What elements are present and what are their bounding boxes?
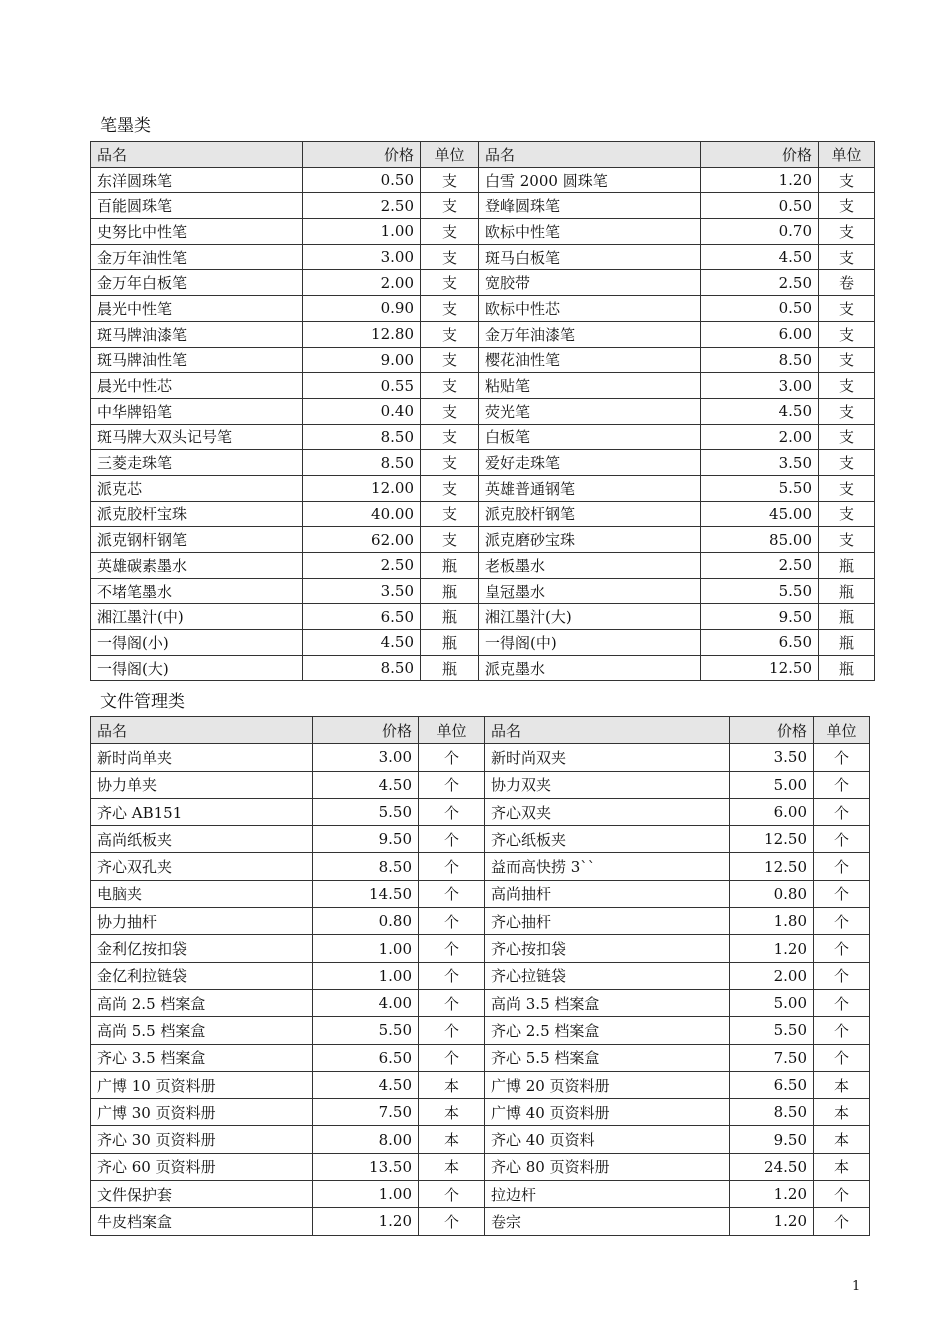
item-price: 7.50 xyxy=(730,1044,814,1071)
item-name: 广博 30 页资料册 xyxy=(91,1099,313,1126)
table-row xyxy=(91,771,870,798)
item-unit: 瓶 xyxy=(421,604,479,630)
item-name: 新时尚双夹 xyxy=(485,744,730,771)
item-name: 东洋圆珠笔 xyxy=(91,167,303,193)
item-unit: 瓶 xyxy=(421,655,479,681)
item-name: 派克芯 xyxy=(91,475,303,501)
item-unit: 个 xyxy=(814,798,870,825)
item-unit: 瓶 xyxy=(421,578,479,604)
item-price: 7.50 xyxy=(313,1099,419,1126)
item-name: 斑马白板笔 xyxy=(479,244,701,270)
item-unit: 支 xyxy=(819,450,875,476)
item-name: 樱花油性笔 xyxy=(479,347,701,373)
item-price: 4.50 xyxy=(303,630,421,656)
item-unit: 个 xyxy=(419,1181,485,1208)
item-name: 牛皮档案盒 xyxy=(91,1208,313,1235)
item-price: 1.20 xyxy=(313,1208,419,1235)
item-name: 广博 20 页资料册 xyxy=(485,1071,730,1098)
item-unit: 支 xyxy=(421,501,479,527)
item-price: 1.00 xyxy=(313,962,419,989)
table-row xyxy=(91,604,875,630)
table-row xyxy=(91,908,870,935)
table-row xyxy=(91,655,875,681)
item-price: 1.00 xyxy=(303,219,421,245)
item-unit: 个 xyxy=(419,1208,485,1235)
table-row xyxy=(91,424,875,450)
item-unit: 个 xyxy=(814,935,870,962)
item-unit: 支 xyxy=(421,475,479,501)
table-row xyxy=(91,880,870,907)
item-name: 齐心按扣袋 xyxy=(485,935,730,962)
item-price: 8.50 xyxy=(303,655,421,681)
item-price: 62.00 xyxy=(303,527,421,553)
item-price: 2.00 xyxy=(701,424,819,450)
header-unit: 单位 xyxy=(421,142,479,168)
item-unit: 瓶 xyxy=(421,630,479,656)
item-unit: 支 xyxy=(421,424,479,450)
item-price: 5.50 xyxy=(730,1017,814,1044)
table-row xyxy=(91,1181,870,1208)
item-unit: 支 xyxy=(421,167,479,193)
item-name: 斑马牌油性笔 xyxy=(91,347,303,373)
item-unit: 个 xyxy=(419,771,485,798)
item-name: 金万年油性笔 xyxy=(91,244,303,270)
header-price: 价格 xyxy=(313,717,419,744)
item-price: 3.50 xyxy=(701,450,819,476)
header-price: 价格 xyxy=(303,142,421,168)
item-price: 4.50 xyxy=(313,771,419,798)
item-name: 金万年白板笔 xyxy=(91,270,303,296)
table-row xyxy=(91,450,875,476)
item-name: 宽胶带 xyxy=(479,270,701,296)
item-name: 一得阁(小) xyxy=(91,630,303,656)
item-name: 湘江墨汁(大) xyxy=(479,604,701,630)
item-unit: 个 xyxy=(814,880,870,907)
item-price: 2.00 xyxy=(303,270,421,296)
item-name: 高尚抽杆 xyxy=(485,880,730,907)
item-unit: 支 xyxy=(421,296,479,322)
table-row xyxy=(91,527,875,553)
item-price: 40.00 xyxy=(303,501,421,527)
table-row xyxy=(91,1017,870,1044)
item-price: 0.90 xyxy=(303,296,421,322)
item-price: 3.50 xyxy=(303,578,421,604)
table-row xyxy=(91,244,875,270)
header-row xyxy=(91,142,875,168)
item-unit: 个 xyxy=(419,989,485,1016)
item-price: 12.50 xyxy=(730,826,814,853)
item-name: 一得阁(中) xyxy=(479,630,701,656)
item-unit: 支 xyxy=(819,347,875,373)
table-row xyxy=(91,1153,870,1180)
item-name: 高尚 5.5 档案盒 xyxy=(91,1017,313,1044)
item-unit: 瓶 xyxy=(421,553,479,579)
item-unit: 支 xyxy=(819,193,875,219)
item-price: 2.50 xyxy=(303,553,421,579)
header-name: 品名 xyxy=(91,142,303,168)
item-name: 广博 40 页资料册 xyxy=(485,1099,730,1126)
item-unit: 支 xyxy=(819,475,875,501)
item-price: 3.00 xyxy=(313,744,419,771)
item-unit: 个 xyxy=(419,853,485,880)
item-price: 3.00 xyxy=(303,244,421,270)
item-unit: 本 xyxy=(814,1153,870,1180)
item-unit: 个 xyxy=(419,962,485,989)
item-unit: 本 xyxy=(814,1126,870,1153)
item-unit: 个 xyxy=(419,826,485,853)
item-name: 派克墨水 xyxy=(479,655,701,681)
section-title-file-management: 文件管理类 xyxy=(100,692,185,712)
item-name: 晨光中性笔 xyxy=(91,296,303,322)
table-row xyxy=(91,630,875,656)
item-price: 5.00 xyxy=(730,771,814,798)
item-price: 8.50 xyxy=(730,1099,814,1126)
header-name: 品名 xyxy=(479,142,701,168)
item-unit: 个 xyxy=(814,771,870,798)
item-unit: 个 xyxy=(814,1208,870,1235)
item-price: 0.80 xyxy=(313,908,419,935)
item-name: 湘江墨汁(中) xyxy=(91,604,303,630)
item-unit: 本 xyxy=(814,1071,870,1098)
item-unit: 支 xyxy=(819,296,875,322)
item-unit: 个 xyxy=(814,853,870,880)
item-name: 欧标中性芯 xyxy=(479,296,701,322)
item-price: 13.50 xyxy=(313,1153,419,1180)
table-row xyxy=(91,501,875,527)
header-name: 品名 xyxy=(91,717,313,744)
item-name: 三菱走珠笔 xyxy=(91,450,303,476)
item-name: 白板笔 xyxy=(479,424,701,450)
item-name: 协力抽杆 xyxy=(91,908,313,935)
item-price: 0.40 xyxy=(303,398,421,424)
item-unit: 瓶 xyxy=(819,578,875,604)
table-row xyxy=(91,270,875,296)
item-price: 12.00 xyxy=(303,475,421,501)
item-unit: 支 xyxy=(421,347,479,373)
item-unit: 支 xyxy=(421,270,479,296)
item-unit: 本 xyxy=(419,1153,485,1180)
table-row xyxy=(91,826,870,853)
item-price: 6.50 xyxy=(701,630,819,656)
page-number: 1 xyxy=(852,1279,861,1294)
item-price: 8.50 xyxy=(303,450,421,476)
item-price: 5.50 xyxy=(313,798,419,825)
item-name: 齐心纸板夹 xyxy=(485,826,730,853)
table-row xyxy=(91,853,870,880)
item-unit: 支 xyxy=(421,373,479,399)
item-unit: 支 xyxy=(819,501,875,527)
item-unit: 支 xyxy=(819,398,875,424)
table-row xyxy=(91,962,870,989)
item-price: 6.50 xyxy=(730,1071,814,1098)
item-unit: 本 xyxy=(814,1099,870,1126)
item-name: 拉边杆 xyxy=(485,1181,730,1208)
item-price: 4.50 xyxy=(701,398,819,424)
item-price: 12.80 xyxy=(303,321,421,347)
item-name: 齐心 60 页资料册 xyxy=(91,1153,313,1180)
table-row xyxy=(91,1126,870,1153)
table-row xyxy=(91,1071,870,1098)
item-unit: 个 xyxy=(419,744,485,771)
item-name: 一得阁(大) xyxy=(91,655,303,681)
item-unit: 本 xyxy=(419,1071,485,1098)
item-name: 协力单夹 xyxy=(91,771,313,798)
item-price: 0.50 xyxy=(303,167,421,193)
item-unit: 瓶 xyxy=(819,553,875,579)
item-price: 1.20 xyxy=(730,1181,814,1208)
item-unit: 支 xyxy=(421,321,479,347)
item-unit: 个 xyxy=(419,1044,485,1071)
item-price: 8.00 xyxy=(313,1126,419,1153)
item-name: 齐心双夹 xyxy=(485,798,730,825)
item-price: 4.50 xyxy=(701,244,819,270)
table-row xyxy=(91,347,875,373)
table-row xyxy=(91,321,875,347)
item-name: 英雄普通钢笔 xyxy=(479,475,701,501)
item-name: 齐心 40 页资料 xyxy=(485,1126,730,1153)
item-name: 新时尚单夹 xyxy=(91,744,313,771)
item-name: 齐心 5.5 档案盒 xyxy=(485,1044,730,1071)
item-price: 9.50 xyxy=(701,604,819,630)
table-row xyxy=(91,578,875,604)
item-unit: 支 xyxy=(421,398,479,424)
item-price: 5.50 xyxy=(313,1017,419,1044)
item-unit: 本 xyxy=(419,1126,485,1153)
item-unit: 瓶 xyxy=(819,604,875,630)
item-name: 派克胶杆宝珠 xyxy=(91,501,303,527)
item-price: 6.50 xyxy=(303,604,421,630)
item-name: 皇冠墨水 xyxy=(479,578,701,604)
header-price: 价格 xyxy=(730,717,814,744)
item-unit: 个 xyxy=(419,908,485,935)
item-unit: 个 xyxy=(419,880,485,907)
table-row xyxy=(91,553,875,579)
item-price: 8.50 xyxy=(303,424,421,450)
item-unit: 个 xyxy=(419,798,485,825)
item-price: 4.50 xyxy=(313,1071,419,1098)
item-name: 金亿利拉链袋 xyxy=(91,962,313,989)
item-unit: 支 xyxy=(421,450,479,476)
item-unit: 个 xyxy=(814,1044,870,1071)
item-unit: 支 xyxy=(819,424,875,450)
item-unit: 个 xyxy=(814,989,870,1016)
item-unit: 支 xyxy=(421,527,479,553)
item-price: 9.50 xyxy=(313,826,419,853)
item-unit: 支 xyxy=(421,219,479,245)
item-price: 6.00 xyxy=(730,798,814,825)
table-row xyxy=(91,219,875,245)
item-name: 齐心 30 页资料册 xyxy=(91,1126,313,1153)
header-price: 价格 xyxy=(701,142,819,168)
item-price: 5.50 xyxy=(701,578,819,604)
item-name: 金利亿按扣袋 xyxy=(91,935,313,962)
item-price: 4.00 xyxy=(313,989,419,1016)
item-name: 登峰圆珠笔 xyxy=(479,193,701,219)
item-price: 1.20 xyxy=(730,1208,814,1235)
item-unit: 支 xyxy=(819,219,875,245)
item-price: 6.50 xyxy=(313,1044,419,1071)
table-row xyxy=(91,193,875,219)
item-unit: 瓶 xyxy=(819,630,875,656)
table-row xyxy=(91,373,875,399)
item-unit: 瓶 xyxy=(819,655,875,681)
item-name: 广博 10 页资料册 xyxy=(91,1071,313,1098)
item-name: 派克磨砂宝珠 xyxy=(479,527,701,553)
table-row xyxy=(91,1099,870,1126)
header-row xyxy=(91,717,870,744)
table-row xyxy=(91,398,875,424)
item-name: 斑马牌油漆笔 xyxy=(91,321,303,347)
item-unit: 个 xyxy=(814,744,870,771)
item-name: 高尚 3.5 档案盒 xyxy=(485,989,730,1016)
item-price: 8.50 xyxy=(701,347,819,373)
header-unit: 单位 xyxy=(419,717,485,744)
item-price: 0.50 xyxy=(701,193,819,219)
table-row xyxy=(91,1044,870,1071)
item-unit: 支 xyxy=(819,527,875,553)
item-price: 1.00 xyxy=(313,935,419,962)
item-unit: 个 xyxy=(814,1181,870,1208)
item-name: 电脑夹 xyxy=(91,880,313,907)
table-row xyxy=(91,744,870,771)
item-name: 不堵笔墨水 xyxy=(91,578,303,604)
item-unit: 个 xyxy=(419,935,485,962)
item-price: 1.80 xyxy=(730,908,814,935)
item-name: 史努比中性笔 xyxy=(91,219,303,245)
item-name: 晨光中性芯 xyxy=(91,373,303,399)
item-price: 0.70 xyxy=(701,219,819,245)
item-price: 0.80 xyxy=(730,880,814,907)
item-name: 齐心双孔夹 xyxy=(91,853,313,880)
item-unit: 个 xyxy=(814,1017,870,1044)
table-row xyxy=(91,798,870,825)
item-price: 1.20 xyxy=(701,167,819,193)
item-price: 12.50 xyxy=(730,853,814,880)
item-name: 文件保护套 xyxy=(91,1181,313,1208)
item-unit: 本 xyxy=(419,1099,485,1126)
item-price: 2.50 xyxy=(701,270,819,296)
item-unit: 支 xyxy=(819,244,875,270)
item-name: 粘贴笔 xyxy=(479,373,701,399)
item-price: 3.50 xyxy=(730,744,814,771)
item-price: 0.50 xyxy=(701,296,819,322)
item-name: 齐心 2.5 档案盒 xyxy=(485,1017,730,1044)
item-price: 5.50 xyxy=(701,475,819,501)
item-name: 英雄碳素墨水 xyxy=(91,553,303,579)
item-name: 协力双夹 xyxy=(485,771,730,798)
item-unit: 支 xyxy=(819,167,875,193)
item-name: 金万年油漆笔 xyxy=(479,321,701,347)
table-row xyxy=(91,989,870,1016)
item-name: 白雪 2000 圆珠笔 xyxy=(479,167,701,193)
table-row xyxy=(91,935,870,962)
header-unit: 单位 xyxy=(819,142,875,168)
item-name: 百能圆珠笔 xyxy=(91,193,303,219)
table-row xyxy=(91,1208,870,1235)
item-unit: 支 xyxy=(421,244,479,270)
item-price: 14.50 xyxy=(313,880,419,907)
item-name: 益而高快捞 3`` xyxy=(485,853,730,880)
item-name: 高尚 2.5 档案盒 xyxy=(91,989,313,1016)
item-price: 9.50 xyxy=(730,1126,814,1153)
item-price: 1.00 xyxy=(313,1181,419,1208)
item-name: 齐心 3.5 档案盒 xyxy=(91,1044,313,1071)
item-price: 85.00 xyxy=(701,527,819,553)
item-unit: 卷 xyxy=(819,270,875,296)
header-unit: 单位 xyxy=(814,717,870,744)
item-price: 0.55 xyxy=(303,373,421,399)
item-price: 2.50 xyxy=(303,193,421,219)
item-price: 2.00 xyxy=(730,962,814,989)
item-price: 9.00 xyxy=(303,347,421,373)
item-price: 8.50 xyxy=(313,853,419,880)
item-name: 老板墨水 xyxy=(479,553,701,579)
item-name: 高尚纸板夹 xyxy=(91,826,313,853)
table-row xyxy=(91,167,875,193)
item-price: 3.00 xyxy=(701,373,819,399)
item-price: 45.00 xyxy=(701,501,819,527)
section-title-pen-ink: 笔墨类 xyxy=(100,116,151,136)
item-name: 派克钢杆钢笔 xyxy=(91,527,303,553)
item-price: 12.50 xyxy=(701,655,819,681)
item-name: 欧标中性笔 xyxy=(479,219,701,245)
header-name: 品名 xyxy=(485,717,730,744)
item-unit: 个 xyxy=(814,962,870,989)
item-name: 卷宗 xyxy=(485,1208,730,1235)
item-price: 24.50 xyxy=(730,1153,814,1180)
table-row xyxy=(91,296,875,322)
item-unit: 支 xyxy=(421,193,479,219)
item-name: 中华牌铅笔 xyxy=(91,398,303,424)
item-name: 齐心 AB151 xyxy=(91,798,313,825)
item-price: 5.00 xyxy=(730,989,814,1016)
item-name: 齐心抽杆 xyxy=(485,908,730,935)
item-unit: 个 xyxy=(419,1017,485,1044)
item-name: 齐心拉链袋 xyxy=(485,962,730,989)
item-price: 2.50 xyxy=(701,553,819,579)
item-name: 齐心 80 页资料册 xyxy=(485,1153,730,1180)
item-name: 爱好走珠笔 xyxy=(479,450,701,476)
item-name: 荧光笔 xyxy=(479,398,701,424)
table-row xyxy=(91,475,875,501)
pen-ink-price-table xyxy=(90,141,875,681)
item-price: 1.20 xyxy=(730,935,814,962)
file-management-price-table xyxy=(90,716,870,1236)
item-unit: 个 xyxy=(814,826,870,853)
item-unit: 支 xyxy=(819,321,875,347)
item-unit: 个 xyxy=(814,908,870,935)
item-price: 6.00 xyxy=(701,321,819,347)
item-unit: 支 xyxy=(819,373,875,399)
item-name: 斑马牌大双头记号笔 xyxy=(91,424,303,450)
item-name: 派克胶杆钢笔 xyxy=(479,501,701,527)
